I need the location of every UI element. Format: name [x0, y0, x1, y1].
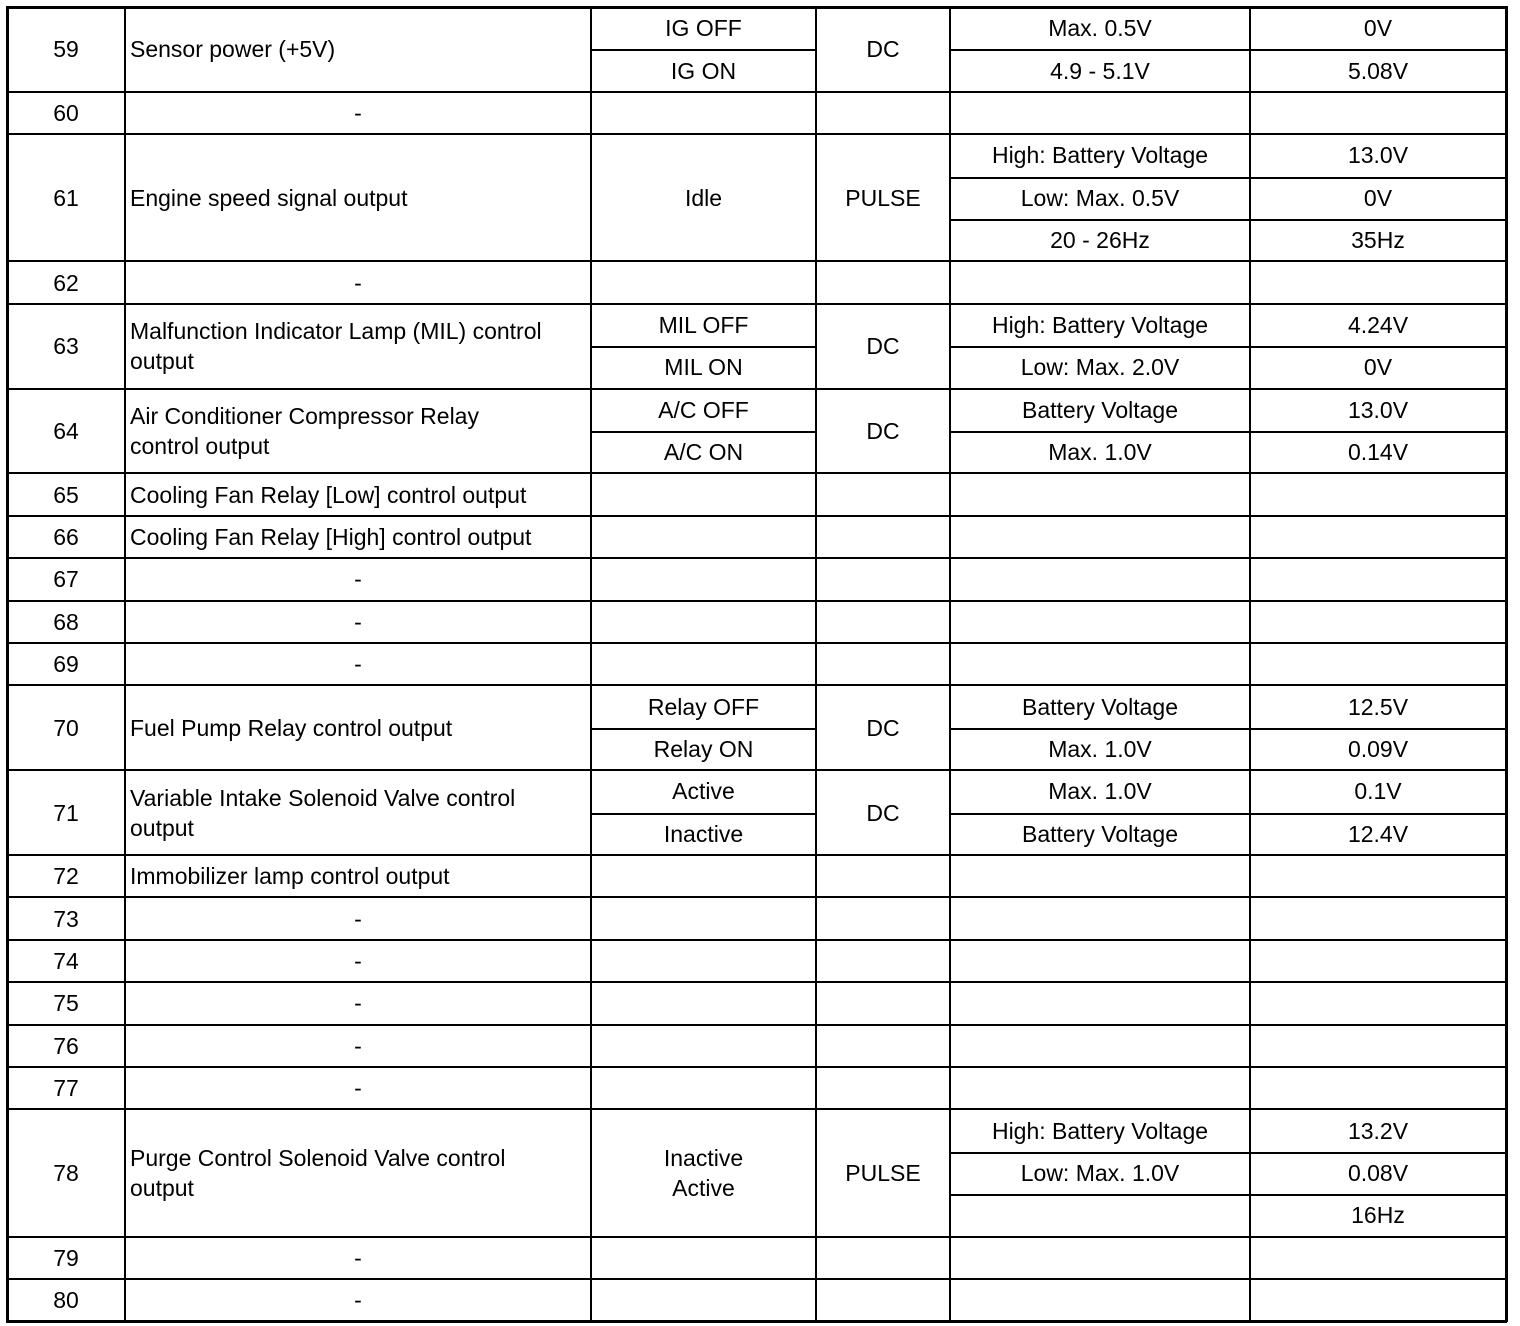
- condition-cell: IG ON: [670, 57, 737, 84]
- signal-type: DC: [866, 333, 900, 360]
- measured-value: 16Hz: [1351, 1202, 1405, 1229]
- pin-description: -: [354, 1032, 362, 1059]
- condition-divider: [591, 431, 816, 433]
- condition-cell: Relay ON: [653, 735, 754, 762]
- measured-value: 13.0V: [1347, 396, 1409, 423]
- condition-divider: [591, 49, 816, 51]
- pin-description: Purge Control Solenoid Valve control output: [130, 1144, 506, 1201]
- pin-number: 59: [53, 36, 79, 63]
- condition-cell: Idle: [684, 184, 723, 211]
- signal-type: DC: [866, 36, 900, 63]
- condition-divider: [591, 728, 816, 730]
- value-divider: [950, 49, 1506, 51]
- pin-number: 72: [53, 863, 79, 890]
- pin-description: Fuel Pump Relay control output: [130, 714, 453, 741]
- signal-type: PULSE: [845, 184, 921, 211]
- condition-cell: Relay OFF: [647, 693, 760, 720]
- row-divider: [7, 133, 1506, 135]
- row-divider: [7, 91, 1506, 93]
- condition-cell: Inactive: [663, 820, 744, 847]
- row-divider: [7, 769, 1506, 771]
- pin-description: Immobilizer lamp control output: [130, 863, 450, 890]
- measured-value: 12.4V: [1347, 820, 1409, 847]
- column-divider: [590, 7, 592, 1321]
- measured-value: 0V: [1363, 354, 1393, 381]
- measured-value: 35Hz: [1351, 227, 1405, 254]
- spec-value: 20 - 26Hz: [1050, 227, 1150, 254]
- row-divider: [7, 642, 1506, 644]
- row-divider: [7, 557, 1506, 559]
- measured-value: 0V: [1363, 184, 1393, 211]
- condition-cell: IG OFF: [665, 15, 742, 42]
- pin-description: Sensor power (+5V): [130, 36, 336, 63]
- pin-description: -: [354, 651, 362, 678]
- condition-cell: MIL ON: [664, 354, 743, 381]
- spec-value: High: Battery Voltage: [991, 1117, 1209, 1144]
- value-divider: [950, 1194, 1506, 1196]
- pin-description: -: [354, 566, 362, 593]
- row-divider: [7, 1108, 1506, 1110]
- pin-description: Air Conditioner Compressor Relay control output: [130, 402, 479, 459]
- pin-description: -: [354, 1244, 362, 1271]
- pin-number: 60: [53, 99, 79, 126]
- spec-value: Max. 1.0V: [1048, 778, 1152, 805]
- pin-number: 66: [53, 523, 79, 550]
- pin-number: 65: [53, 481, 79, 508]
- value-divider: [950, 177, 1506, 179]
- column-divider: [1249, 7, 1251, 1321]
- pin-number: 62: [53, 269, 79, 296]
- pin-number: 63: [53, 333, 79, 360]
- row-divider: [7, 684, 1506, 686]
- column-divider: [949, 7, 951, 1321]
- pin-number: 77: [53, 1075, 79, 1102]
- measured-value: 13.2V: [1347, 1117, 1409, 1144]
- value-divider: [950, 1152, 1506, 1154]
- measured-value: 4.24V: [1347, 311, 1409, 338]
- condition-cell: Active: [672, 778, 735, 805]
- pin-description: Variable Intake Solenoid Valve control output: [130, 784, 516, 841]
- measured-value: 0V: [1363, 15, 1393, 42]
- spec-value: 4.9 - 5.1V: [1050, 57, 1150, 84]
- table-left-border: [6, 6, 9, 1322]
- pin-number: 64: [53, 417, 79, 444]
- pin-number: 75: [53, 990, 79, 1017]
- pin-number: 78: [53, 1159, 79, 1186]
- value-divider: [950, 728, 1506, 730]
- row-divider: [7, 303, 1506, 305]
- pin-number: 73: [53, 905, 79, 932]
- condition-cell: A/C OFF: [658, 396, 749, 423]
- spec-value: Max. 0.5V: [1048, 15, 1152, 42]
- value-divider: [950, 431, 1506, 433]
- pin-description: -: [354, 905, 362, 932]
- table-bottom-border: [6, 1320, 1507, 1323]
- condition-divider: [591, 813, 816, 815]
- pin-number: 61: [53, 184, 79, 211]
- row-divider: [7, 515, 1506, 517]
- spec-value: Low: Max. 1.0V: [1020, 1159, 1180, 1186]
- pin-description: Cooling Fan Relay [High] control output: [130, 523, 532, 550]
- spec-value: Max. 1.0V: [1048, 735, 1152, 762]
- spec-value: Max. 1.0V: [1048, 439, 1152, 466]
- spec-value: High: Battery Voltage: [991, 142, 1209, 169]
- pin-number: 80: [53, 1287, 79, 1314]
- pin-description: -: [354, 608, 362, 635]
- measured-value: 0.09V: [1347, 735, 1409, 762]
- pin-description: -: [354, 947, 362, 974]
- spec-value: [950, 1194, 1250, 1236]
- pin-number: 70: [53, 714, 79, 741]
- row-divider: [7, 1066, 1506, 1068]
- value-divider: [950, 219, 1506, 221]
- signal-type: DC: [866, 417, 900, 444]
- spec-value: Battery Voltage: [1022, 693, 1178, 720]
- row-divider: [7, 600, 1506, 602]
- measured-value: 13.0V: [1347, 142, 1409, 169]
- spec-value: Low: Max. 2.0V: [1020, 354, 1180, 381]
- pin-number: 67: [53, 566, 79, 593]
- pin-number: 79: [53, 1244, 79, 1271]
- pin-number: 69: [53, 651, 79, 678]
- table-top-border: [6, 6, 1507, 9]
- signal-type: DC: [866, 714, 900, 741]
- pin-number: 68: [53, 608, 79, 635]
- pin-description: Malfunction Indicator Lamp (MIL) control output: [130, 318, 542, 375]
- pin-description: -: [354, 99, 362, 126]
- spec-value: Low: Max. 0.5V: [1020, 184, 1180, 211]
- row-divider: [7, 981, 1506, 983]
- pin-number: 71: [53, 799, 79, 826]
- pin-description: -: [354, 1287, 362, 1314]
- spec-value: Battery Voltage: [1022, 820, 1178, 847]
- row-divider: [7, 472, 1506, 474]
- spec-value: High: Battery Voltage: [991, 311, 1209, 338]
- row-divider: [7, 1278, 1506, 1280]
- pin-description: -: [354, 990, 362, 1017]
- value-divider: [950, 813, 1506, 815]
- row-divider: [7, 260, 1506, 262]
- value-divider: [950, 346, 1506, 348]
- measured-value: 0.14V: [1347, 439, 1409, 466]
- row-divider: [7, 388, 1506, 390]
- row-divider: [7, 939, 1506, 941]
- condition-cell: A/C ON: [663, 439, 744, 466]
- row-divider: [7, 1236, 1506, 1238]
- condition-cell: MIL OFF: [658, 311, 749, 338]
- measured-value: 0.1V: [1354, 778, 1402, 805]
- measured-value: 12.5V: [1347, 693, 1409, 720]
- table-right-border: [1505, 6, 1508, 1322]
- pin-description: Cooling Fan Relay [Low] control output: [130, 481, 527, 508]
- pin-description: -: [354, 269, 362, 296]
- column-divider: [815, 7, 817, 1321]
- signal-type: DC: [866, 799, 900, 826]
- column-divider: [124, 7, 126, 1321]
- spec-value: Battery Voltage: [1022, 396, 1178, 423]
- pin-number: 74: [53, 947, 79, 974]
- condition-cell: Inactive Active: [663, 1144, 744, 1201]
- measured-value: 0.08V: [1347, 1159, 1409, 1186]
- measured-value: 5.08V: [1347, 57, 1409, 84]
- pin-description: Engine speed signal output: [130, 184, 408, 211]
- row-divider: [7, 896, 1506, 898]
- row-divider: [7, 1024, 1506, 1026]
- signal-type: PULSE: [845, 1159, 921, 1186]
- pin-description: -: [354, 1075, 362, 1102]
- row-divider: [7, 854, 1506, 856]
- condition-divider: [591, 346, 816, 348]
- pin-number: 76: [53, 1032, 79, 1059]
